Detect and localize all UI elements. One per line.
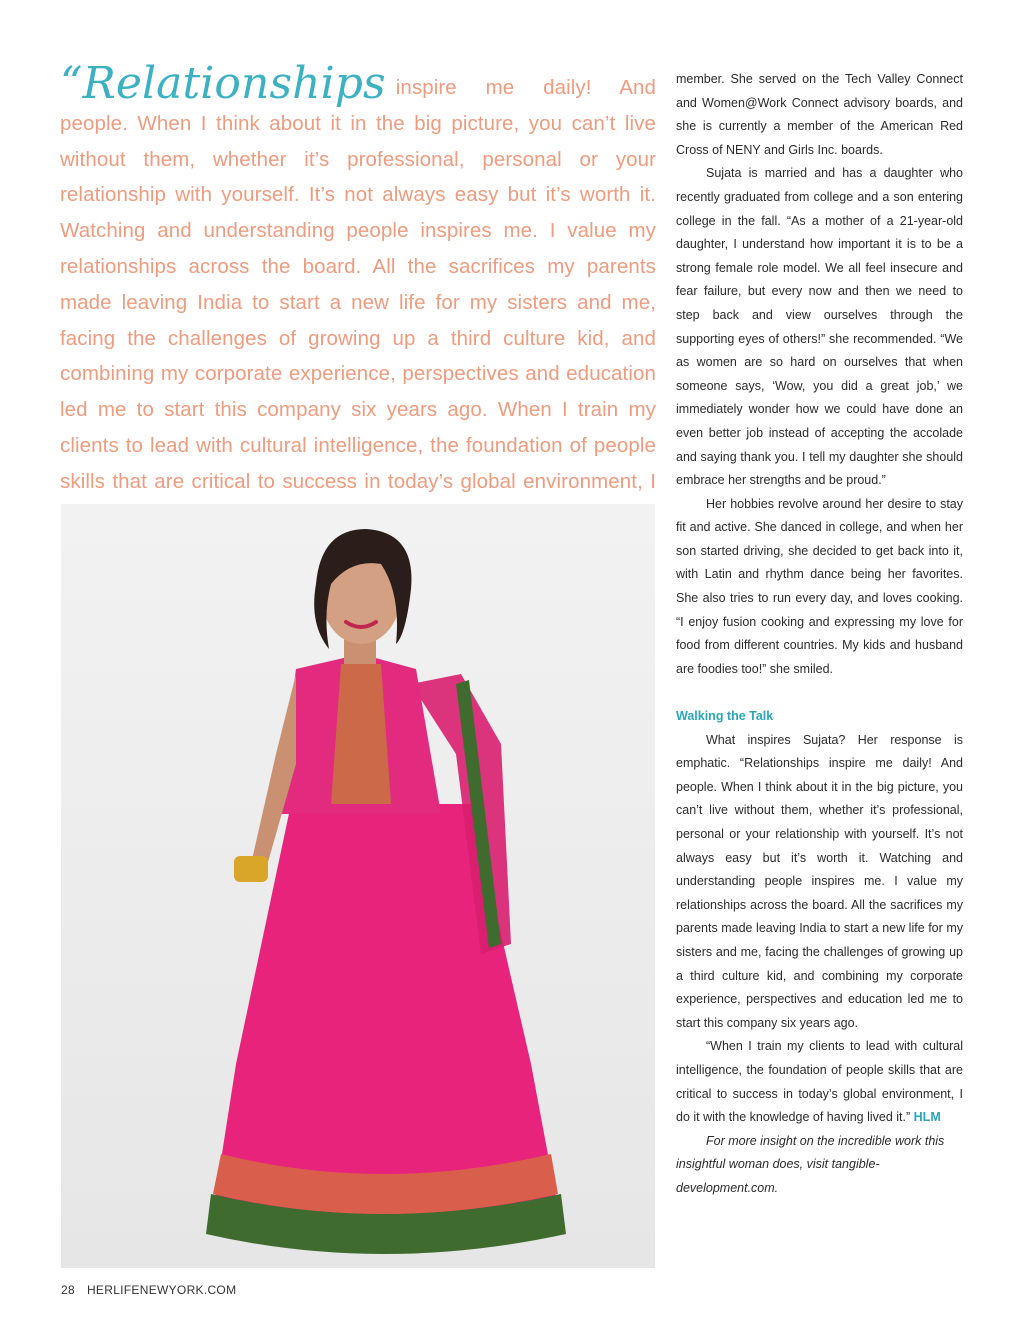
section-heading: Walking the Talk bbox=[676, 709, 774, 724]
article-paragraph: member. She served on the Tech Valley Connect and Women@Work Connect advisory boards, and she is currently a member of the American Red Cross of NENY and Girls Inc. boards. bbox=[676, 72, 963, 157]
pull-quote-text: inspire me daily! And people. When I think about it in the big picture, you can’t live without them, whether it’s professional, personal or your relationship with yourself. It’s not always easy but it’s worth it. Watching and understanding people inspires me. I value my relationships across the board. All the sacrifices my parents made leaving India to start a new life for my sisters and me, facing the challenges of growing up a third culture kid, and combining my corporate experience, perspectives and education led me to start this company six years ago. When I train my clients to lead with cultural intelligence, the foundation of people skills that are critical to success in today’s global environment, I bbox=[60, 76, 656, 493]
final-quote: “When I train my clients to lead with cultural intelligence, the foundation of people skills that are critical to success in today’s global environment, I do it with the knowledge of having lived it.” bbox=[676, 1039, 963, 1125]
website-note: For more insight on the incredible work this insightful woman does, visit tangible-development.com. bbox=[676, 1133, 945, 1195]
hlm-signoff: HLM bbox=[913, 1110, 941, 1125]
portrait-illustration bbox=[61, 504, 655, 1268]
page-footer bbox=[61, 1283, 236, 1297]
article-column bbox=[676, 68, 963, 1201]
article-paragraph: Sujata is married and has a daughter who recently graduated from college and a son entering college in the fall. “As a mother of a 21-year-old daughter, I understand how important it is to be a strong female role model. We all feel insecure and fear failure, but every now and then we need to step back and view ourselves through the supporting eyes of others!” she recommended. “We as women are so hard on ourselves that when someone says, ‘Wow, you did a great job,’ we immediately wonder how we could have done an even better job instead of accepting the accolade and saying thank you. I tell my daughter she should embrace her strengths and be proud.” bbox=[676, 166, 963, 488]
article-paragraph-final bbox=[676, 1035, 963, 1129]
page-number: 28 bbox=[61, 1283, 75, 1297]
portrait-photo bbox=[61, 504, 655, 1268]
article-paragraph: Her hobbies revolve around her desire to stay fit and active. She danced in college, and when her son started driving, she decided to get back into it, with Latin and rhythm dance being her favorites. She also tries to run every day, and loves cooking. “I enjoy fusion cooking and expressing my love for food from different countries. My kids and husband are foodies too!” she smiled. bbox=[676, 496, 963, 676]
footer-site: HERLIFENEWYORK.COM bbox=[86, 1283, 237, 1297]
pull-quote-lead-word: “Relationships bbox=[60, 58, 386, 109]
article-paragraph: What inspires Sujata? Her response is emphatic. “Relationships inspire me daily! And people. When I think about it in the big picture, you can’t live without them, whether it’s professional, personal or your relationship with yourself. It’s not always easy but it’s worth it. Watching and understanding people inspires me. I value my relationships across the board. All the sacrifices my parents made leaving India to start a new life for my sisters and me, facing the challenges of growing up a third culture kid, and combining my corporate experience, perspectives and education led me to start this company six years ago. bbox=[676, 732, 963, 1030]
pull-quote bbox=[60, 60, 656, 535]
